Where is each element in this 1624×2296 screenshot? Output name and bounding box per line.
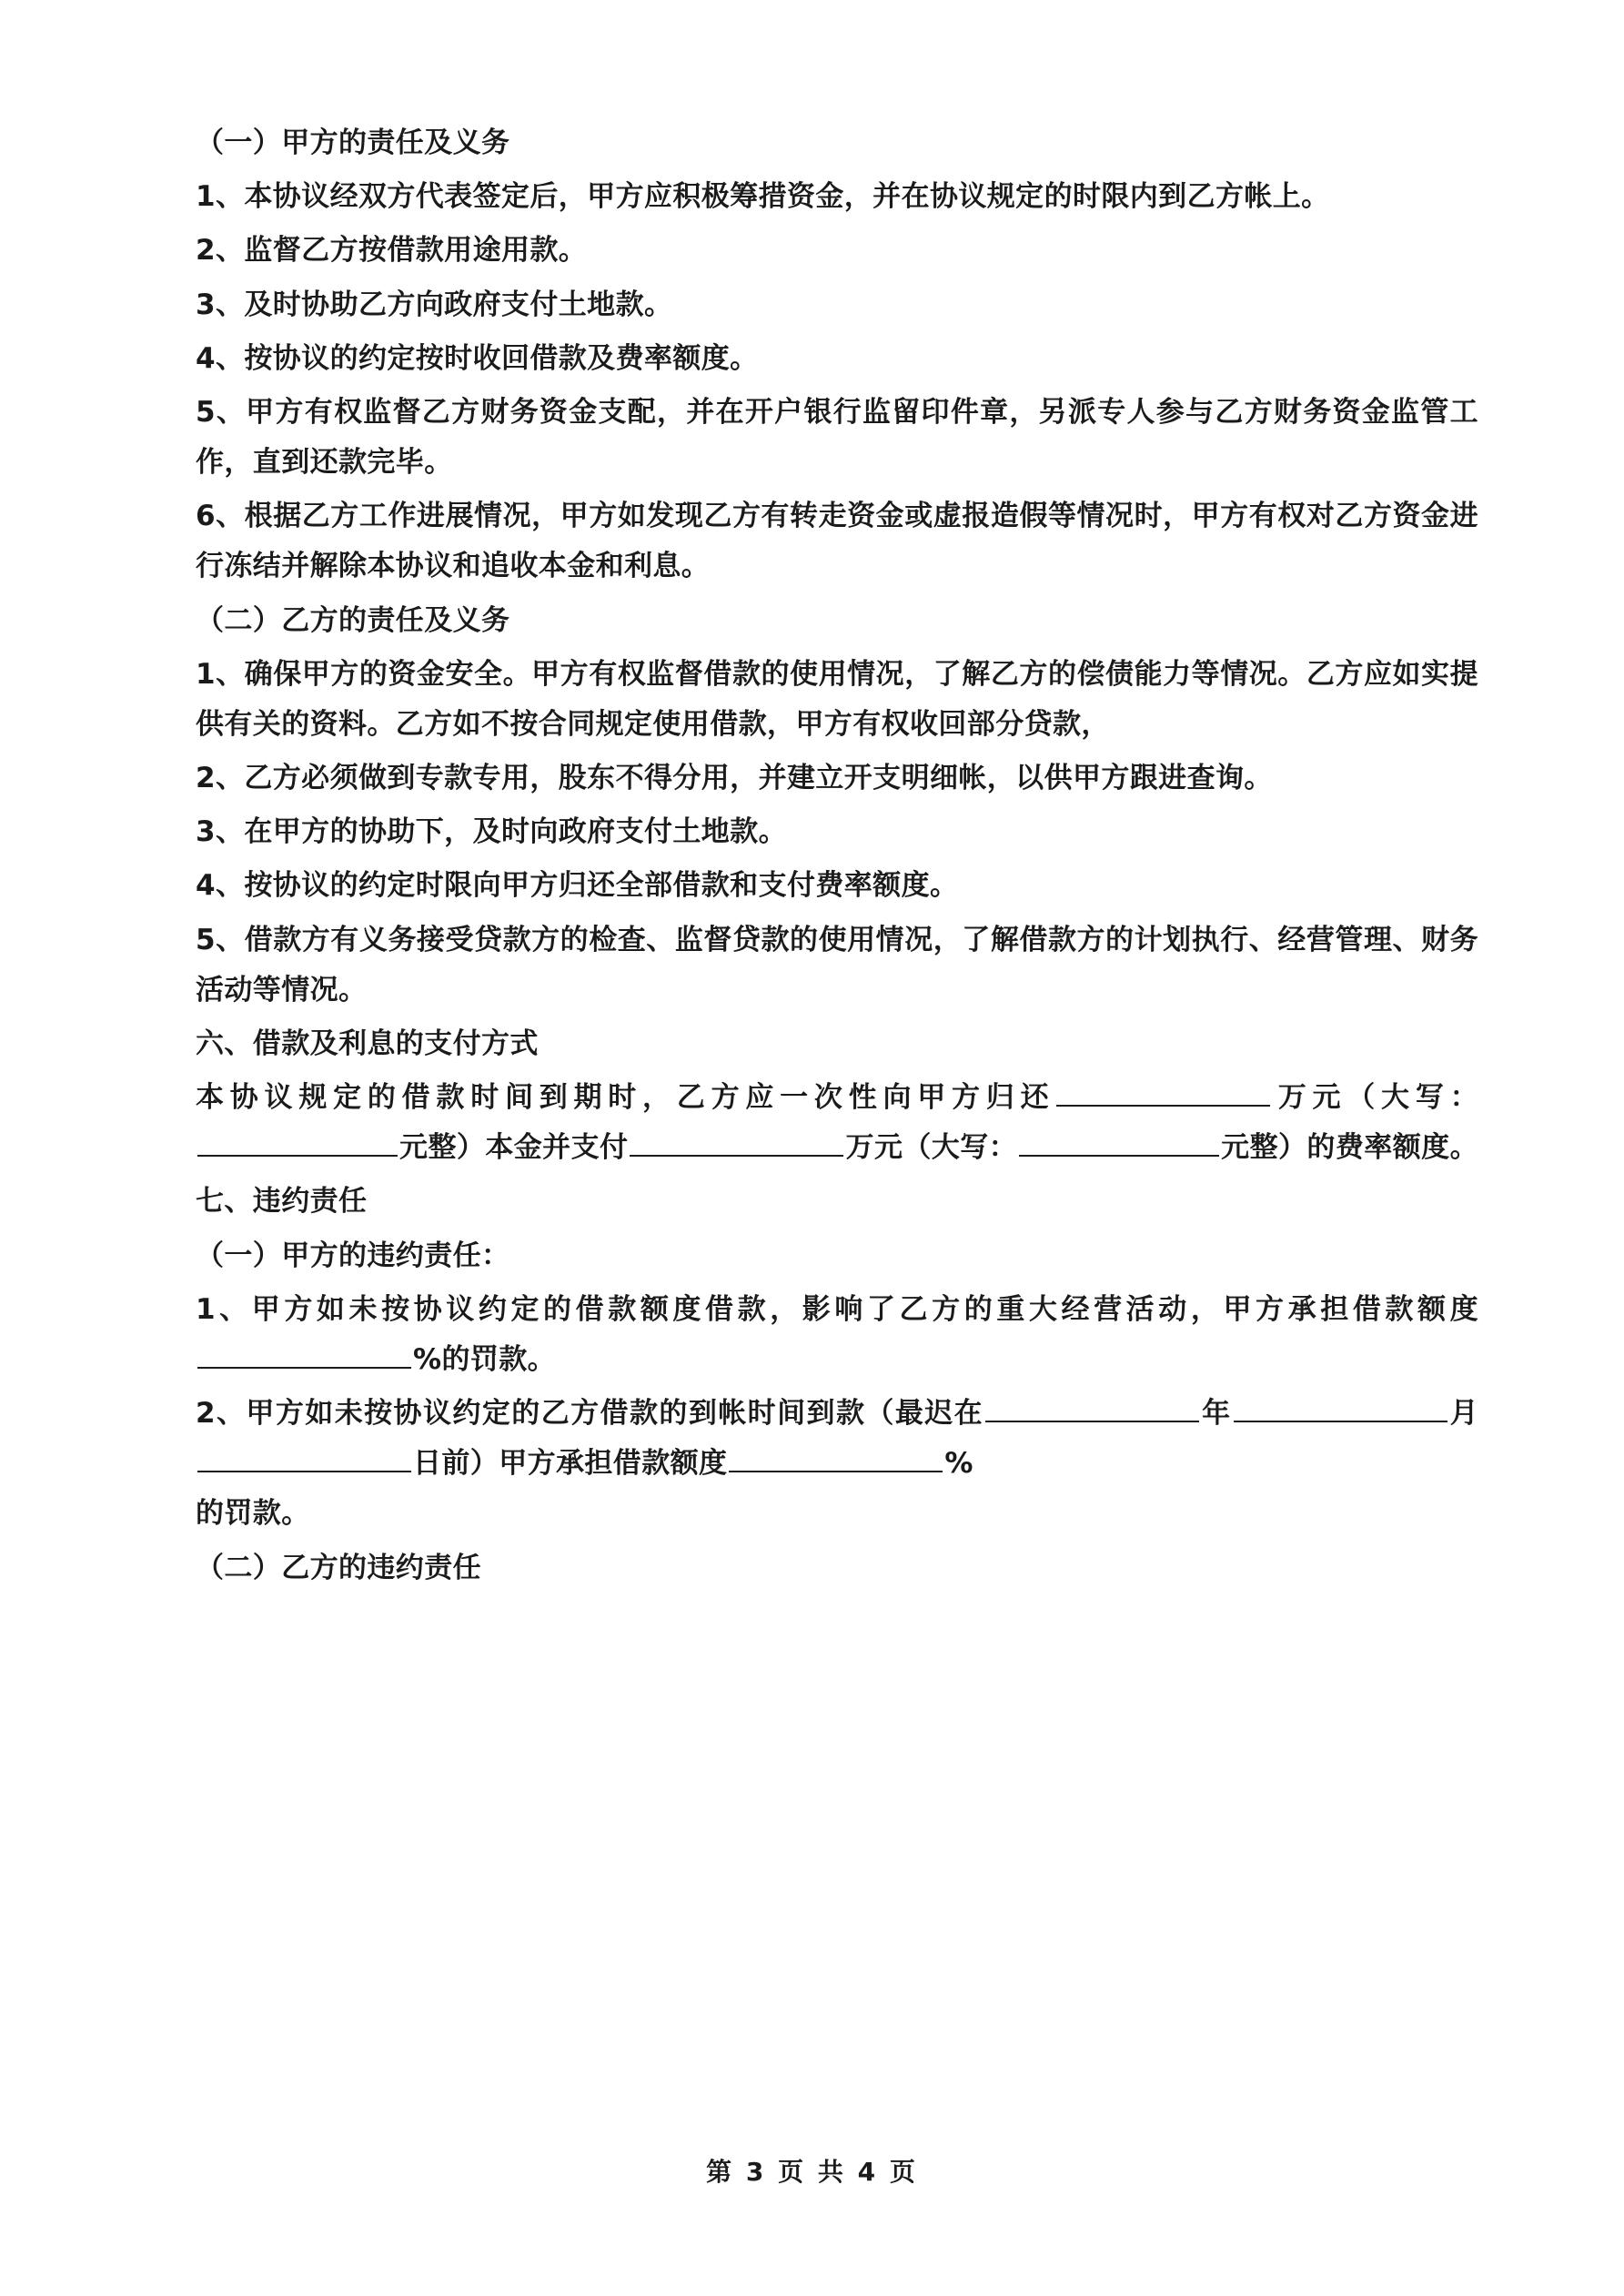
breach-a-1 [196, 1285, 1478, 1385]
section-heading-party-b-duties: （二）乙方的责任及义务 [196, 603, 510, 637]
breach-a-2 [196, 1389, 1478, 1540]
section-heading-payment-method: 六、借款及利息的支付方式 [196, 1027, 539, 1060]
clause-a-2: 2、监督乙方按借款用途用款。 [196, 234, 588, 268]
clause-a-5: 5、甲方有权监督乙方财务资金支配，并在开户银行监留印件章，另派专人参与乙方财务资金监管工作，直到还款完毕。 [196, 395, 1478, 480]
breach-a2-text-4: 日前）甲方承担借款额度 [413, 1447, 728, 1481]
breach-a1-text-1: 1、甲方如未按协议约定的借款额度借款，影响了乙方的重大经营活动，甲方承担借款额度 [196, 1292, 1478, 1326]
payment-text-4: 万元（大写： [845, 1131, 1018, 1165]
breach-a2-text-6: 的罚款。 [196, 1497, 310, 1531]
breach-a2-text-2: 年 [1201, 1397, 1232, 1431]
page-footer: 第 3 页 共 4 页 [706, 2157, 918, 2187]
section-heading-party-a-duties: （一）甲方的责任及义务 [196, 126, 510, 159]
clause-b-2: 2、乙方必须做到专款专用，股东不得分用，并建立开支明细帐，以供甲方跟进查询。 [196, 762, 1273, 795]
blank-fee-amount-words[interactable] [1019, 1128, 1219, 1157]
blank-month[interactable] [1234, 1393, 1447, 1422]
breach-a1-text-2: %的罚款。 [413, 1342, 557, 1376]
payment-text-3: 元整）本金并支付 [399, 1131, 629, 1165]
clause-a-3: 3、及时协助乙方向政府支付土地款。 [196, 288, 673, 321]
subsection-heading-party-b-breach: （二）乙方的违约责任 [196, 1551, 481, 1584]
blank-year[interactable] [985, 1393, 1199, 1422]
clause-a-6: 6、根据乙方工作进展情况，甲方如发现乙方有转走资金或虚报造假等情况时，甲方有权对乙方资金进行冻结并解除本协议和追收本金和利息。 [196, 500, 1478, 583]
clause-a-1: 1、本协议经双方代表签定后，甲方应积极筹措资金，并在协议规定的时限内到乙方帐上。 [196, 180, 1330, 214]
blank-fee-amount[interactable] [630, 1128, 843, 1157]
payment-text-5: 元整）的费率额度。 [1221, 1131, 1478, 1165]
breach-a2-text-1: 2、甲方如未按协议约定的乙方借款的到帐时间到款（最迟在 [196, 1397, 984, 1431]
document-body [196, 118, 1478, 1593]
blank-penalty-percent-1[interactable] [197, 1340, 411, 1369]
section-heading-breach: 七、违约责任 [196, 1185, 368, 1219]
blank-day[interactable] [197, 1443, 411, 1472]
subsection-heading-party-a-breach: （一）甲方的违约责任： [196, 1239, 510, 1272]
clause-b-5: 5、借款方有义务接受贷款方的检查、监督贷款的使用情况，了解借款方的计划执行、经营管理、财务活动等情况。 [196, 923, 1478, 1006]
clause-b-3: 3、在甲方的协助下，及时向政府支付土地款。 [196, 815, 787, 849]
clause-b-1: 1、确保甲方的资金安全。甲方有权监督借款的使用情况，了解乙方的偿债能力等情况。乙方应如实提供有关的资料。乙方如不按合同规定使用借款，甲方有权收回部分贷款， [196, 657, 1478, 741]
clause-a-4: 4、按协议的约定按时收回借款及费率额度。 [196, 341, 759, 375]
breach-a2-text-3: 月 [1448, 1397, 1479, 1431]
payment-text-1: 本协议规定的借款时间到期时，乙方应一次性向甲方归还 [196, 1081, 1055, 1115]
payment-text-2: 万元（大写： [1272, 1081, 1479, 1115]
payment-clause [196, 1073, 1478, 1173]
blank-repay-amount-words[interactable] [197, 1128, 398, 1157]
breach-a2-text-5: % [944, 1447, 973, 1481]
blank-repay-amount[interactable] [1056, 1077, 1270, 1107]
clause-b-4: 4、按协议的约定时限向甲方归还全部借款和支付费率额度。 [196, 869, 959, 903]
blank-penalty-percent-2[interactable] [729, 1443, 943, 1472]
